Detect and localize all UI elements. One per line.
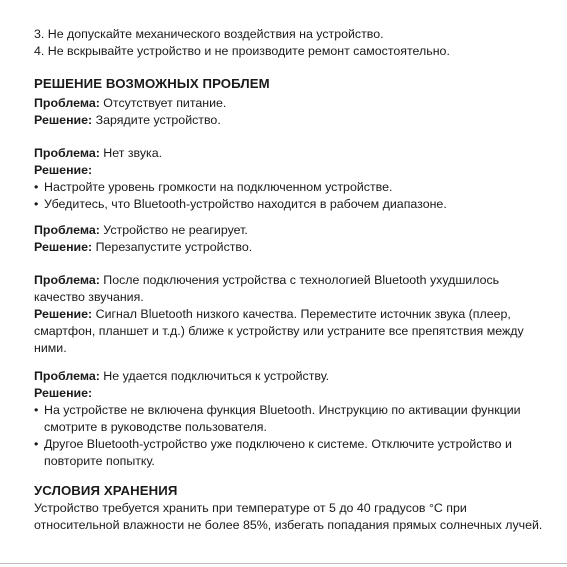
- problem-no-sound: [34, 145, 547, 213]
- list-item-text: Настройте уровень громкости на подключенном устройстве.: [44, 180, 393, 194]
- solution-label: Решение:: [34, 307, 93, 321]
- solution-text: Зарядите устройство.: [92, 113, 221, 127]
- solution-line: [34, 385, 547, 402]
- problem-label: Проблема:: [34, 273, 100, 287]
- tip-4: 4. Не вскрывайте устройство и не производите ремонт самостоятельно.: [34, 44, 450, 58]
- bullet-mark: •: [34, 197, 39, 211]
- tip-3: 3. Не допускайте механического воздействия на устройство.: [34, 27, 384, 41]
- bullet-mark: •: [34, 437, 39, 451]
- care-tips: [34, 26, 547, 60]
- troubleshooting-heading: РЕШЕНИЕ ВОЗМОЖНЫХ ПРОБЛЕМ: [34, 76, 270, 91]
- list-item-text: На устройстве не включена функция Bluetooth. Инструкцию по активации функции смотрите в руководстве пользователя.: [44, 403, 521, 434]
- list-item: [34, 402, 547, 436]
- problem-label: Проблема:: [34, 146, 100, 160]
- problem-text: Устройство не реагирует.: [99, 223, 248, 237]
- problem-poor-sound-quality: [34, 272, 547, 357]
- list-item: [34, 179, 547, 196]
- problem-line: [34, 368, 547, 385]
- problem-label: Проблема:: [34, 369, 100, 383]
- problem-line: [34, 145, 547, 162]
- problem-line: [34, 95, 547, 112]
- solution-line: [34, 162, 547, 179]
- bullet-mark: •: [34, 403, 39, 417]
- solution-text: Сигнал Bluetooth низкого качества. Переместите источник звука (плеер, смартфон, планшет и т.д.) ближе к устройству или устраните все препятствия между ними.: [34, 307, 524, 355]
- list-item-text: Убедитесь, что Bluetooth-устройство находится в рабочем диапазоне.: [44, 197, 447, 211]
- storage-heading: УСЛОВИЯ ХРАНЕНИЯ: [34, 483, 178, 498]
- solution-label: Решение:: [34, 386, 93, 400]
- page-divider: [0, 563, 567, 564]
- problem-no-power: [34, 95, 547, 129]
- problem-not-responding: [34, 222, 547, 256]
- problem-label: Проблема:: [34, 96, 100, 110]
- list-item: [34, 196, 547, 213]
- bullet-mark: •: [34, 180, 39, 194]
- solution-label: Решение:: [34, 240, 93, 254]
- solution-line: [34, 239, 547, 256]
- problem-text: Отсутствует питание.: [99, 96, 227, 110]
- problem-text: Не удается подключиться к устройству.: [99, 369, 330, 383]
- problem-cannot-connect: [34, 368, 547, 470]
- solution-label: Решение:: [34, 163, 93, 177]
- problem-line: [34, 222, 547, 239]
- solution-line: [34, 306, 547, 357]
- problem-text: После подключения устройства с технологией Bluetooth ухудшилось качество звучания.: [34, 273, 500, 304]
- storage-text: Устройство требуется хранить при температуре от 5 до 40 градусов °С при относительной влажности не более 85%, избегать попадания прямых солнечных лучей.: [34, 501, 543, 532]
- problem-text: Нет звука.: [99, 146, 163, 160]
- solution-text: Перезапустите устройство.: [92, 240, 253, 254]
- list-item: [34, 436, 547, 470]
- solution-line: [34, 112, 547, 129]
- problem-label: Проблема:: [34, 223, 100, 237]
- storage-section: [34, 500, 547, 534]
- problem-line: [34, 272, 547, 306]
- solution-label: Решение:: [34, 113, 93, 127]
- list-item-text: Другое Bluetooth-устройство уже подключено к системе. Отключите устройство и повторите попытку.: [44, 437, 512, 468]
